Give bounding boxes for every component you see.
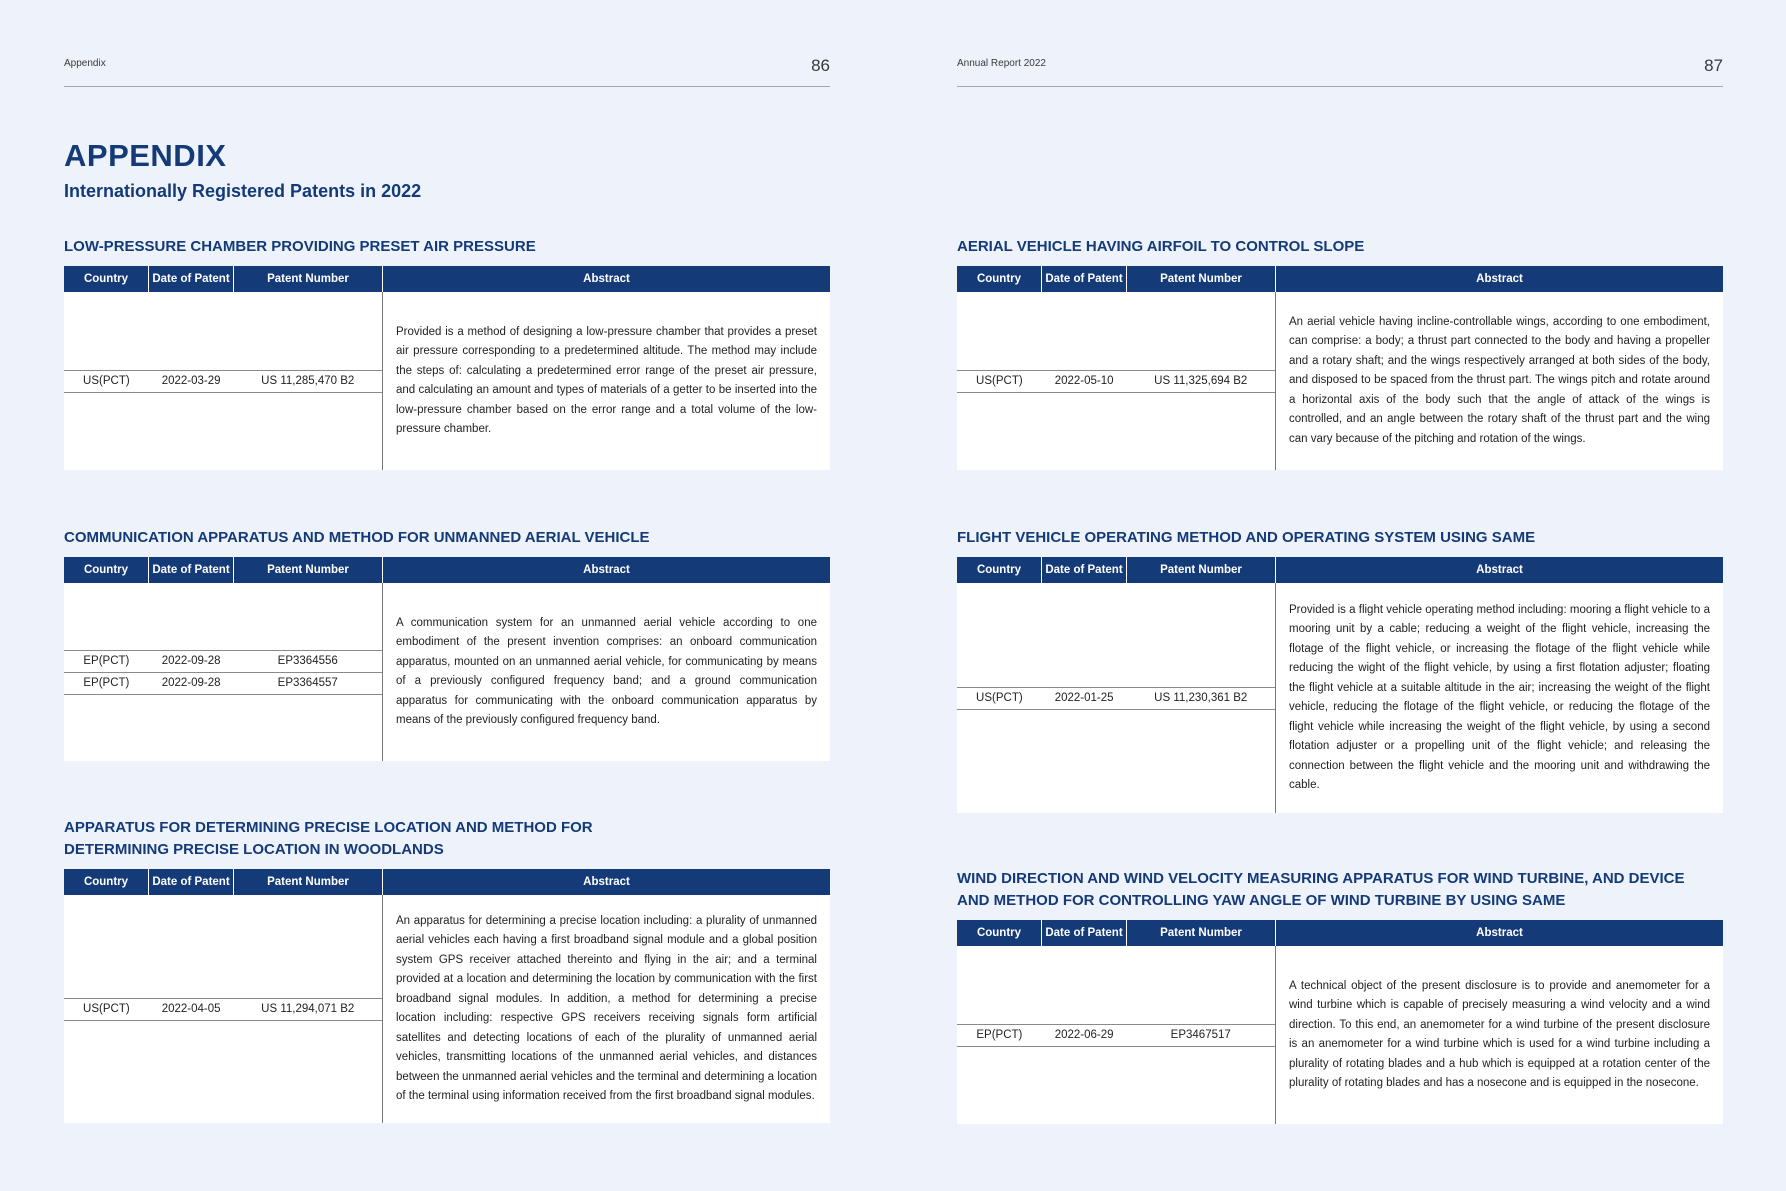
date-cell: 2022-03-29 (161, 375, 221, 387)
number-cell: US 11,230,361 B2 (1154, 692, 1248, 704)
patent-title: COMMUNICATION APPARATUS AND METHOD FOR UNMANNED AERIAL VEHICLE (64, 529, 650, 546)
page-number: 87 (1704, 56, 1723, 75)
col-abstract: Abstract (1476, 273, 1523, 285)
patent-section (957, 527, 1723, 813)
abstract-cell: An apparatus for determining a precise location including: a plurality of unmanned aerial vehicles each having a first broadband signal module and a global position system GPS receiver attached thereinto and flying in the air; and a terminal provided at a location and determining the location by communication with the first broadband signal modules. In addition, a method for determining a precise location including: respective GPS receivers receiving signals form artificial satellites and detecting locations of each of the plurality of unmanned aerial vehicles, transmitting locations of the unmanned aerial vehicles, and distances between the unmanned aerial vehicles and the terminal and determining a location of the terminal using information received from the first broadband signal modules. (396, 914, 817, 1102)
number-cell: EP3364556 (277, 655, 338, 667)
col-date: Date of Patent (149, 557, 234, 583)
abstract-cell: A technical object of the present disclosure is to provide and anemometer for a wind turbine which is capable of precisely measuring a wind velocity and a wind direction. To this end, an anemometer for a wind turbine of the present disclosure is an anemometer for a wind turbine which is used for a wind turbine including a plurality of rotating blades and a hub which is equipped at a rotation center of the plurality of rotating blades and has a nosecone and is equipped in the nosecone. (1289, 979, 1710, 1089)
patent-section (64, 817, 830, 1123)
col-country: Country (64, 869, 149, 895)
number-cell: EP3467517 (1170, 1029, 1231, 1041)
patent-table (957, 266, 1723, 470)
table-header (957, 557, 1723, 583)
patent-table (957, 557, 1723, 813)
page-number: 86 (811, 56, 830, 75)
col-abstract: Abstract (1476, 564, 1523, 576)
col-date: Date of Patent (1042, 920, 1127, 946)
patent-section (957, 236, 1723, 470)
abstract-cell: A communication system for an unmanned aerial vehicle according to one embodiment of the present invention comprises: an onboard communication apparatus, mounted on an unmanned aerial vehicle, for communicating by means of a previously configured frequency band; and a ground communication apparatus for communicating with the onboard communication apparatus by means of the previously configured frequency band. (396, 616, 817, 726)
date-cell: 2022-01-25 (1054, 692, 1114, 704)
patent-title: WIND DIRECTION AND WIND VELOCITY MEASURING APPARATUS FOR WIND TURBINE, AND DEVICE AND METHOD FOR CONTROLLING YAW ANGLE OF WIND TURBINE BY USING SAME (957, 870, 1685, 909)
table-row (957, 687, 1275, 710)
patent-table (64, 266, 830, 470)
table-row (64, 650, 382, 672)
abstract-cell: Provided is a flight vehicle operating method including: mooring a flight vehicle to a mooring unit by a cable; reducing a weight of the flight vehicle, increasing the flotage of the flight vehicle, or increasing the flotage of the flight vehicle while reducing the wight of the flight vehicle, by using a first flotation adjuster; floating the flight vehicle at a suitable altitude in the air; increasing the weight of the flight vehicle, reducing the flotage of the flight vehicle, or reducing the flotage of the flight vehicle while increasing the weight of the flight vehicle, by using a second flotation adjuster or a propelling unit of the flight vehicle; and releasing the connection between the flight vehicle and the mooring unit and withdrawing the cable. (1289, 603, 1710, 791)
date-cell: 2022-06-29 (1054, 1029, 1114, 1041)
col-abstract: Abstract (1476, 927, 1523, 939)
page-subtitle: Internationally Registered Patents in 2022 (64, 181, 422, 201)
patent-table (64, 557, 830, 761)
col-number: Patent Number (1127, 557, 1276, 583)
table-header (957, 266, 1723, 292)
col-number: Patent Number (1127, 920, 1276, 946)
country-cell: US(PCT) (83, 375, 130, 387)
country-cell: EP(PCT) (976, 1029, 1023, 1041)
number-cell: EP3364557 (277, 677, 338, 689)
header-label: Appendix (64, 58, 106, 69)
col-country: Country (64, 266, 149, 292)
left-page (64, 0, 830, 1191)
abstract-cell: Provided is a method of designing a low-pressure chamber that provides a preset air pressure corresponding to a predetermined altitude. The method may include the steps of: calculating a predetermined error range of the preset air pressure, and calculating an amount and types of materials of a getter to be inserted into the low-pressure chamber based on the error range and a total volume of the low-pressure chamber. (396, 325, 817, 435)
right-page (957, 0, 1723, 1191)
table-header (64, 557, 830, 583)
patent-section (64, 236, 830, 470)
patent-section (64, 527, 830, 761)
col-date: Date of Patent (149, 266, 234, 292)
col-country: Country (957, 557, 1042, 583)
page-header-right (957, 52, 1723, 87)
country-cell: EP(PCT) (83, 677, 130, 689)
country-cell: EP(PCT) (83, 655, 130, 667)
col-country: Country (957, 920, 1042, 946)
col-country: Country (957, 266, 1042, 292)
col-abstract: Abstract (583, 273, 630, 285)
col-number: Patent Number (234, 266, 383, 292)
abstract-cell: An aerial vehicle having incline-controllable wings, according to one embodiment, can comprise: a body; a thrust part connected to the body and having a propeller and a rotary shaft; and the wings respectively arranged at both sides of the body, and disposed to be spaced from the thrust part. The wings pitch and rotate around a horizontal axis of the body such that the angle of attack of the wings is controlled, and an angle between the rotary shaft of the thrust part and the wing can vary because of the pitching and rotation of the wings. (1289, 315, 1710, 445)
patent-title: AERIAL VEHICLE HAVING AIRFOIL TO CONTROL SLOPE (957, 238, 1365, 255)
patent-title: FLIGHT VEHICLE OPERATING METHOD AND OPERATING SYSTEM USING SAME (957, 529, 1536, 546)
page-header-left (64, 52, 830, 87)
country-cell: US(PCT) (83, 1003, 130, 1015)
table-row (957, 1024, 1275, 1047)
date-cell: 2022-04-05 (161, 1003, 221, 1015)
number-cell: US 11,285,470 B2 (261, 375, 355, 387)
col-abstract: Abstract (583, 564, 630, 576)
patent-section (957, 868, 1723, 1124)
country-cell: US(PCT) (976, 692, 1023, 704)
table-row (957, 370, 1275, 393)
date-cell: 2022-09-28 (161, 677, 221, 689)
table-row (64, 370, 382, 393)
col-number: Patent Number (234, 557, 383, 583)
patent-title: LOW-PRESSURE CHAMBER PROVIDING PRESET AIR PRESSURE (64, 238, 536, 255)
col-date: Date of Patent (1042, 557, 1127, 583)
col-date: Date of Patent (149, 869, 234, 895)
number-cell: US 11,294,071 B2 (261, 1003, 355, 1015)
table-row (64, 672, 382, 695)
table-row (64, 998, 382, 1021)
date-cell: 2022-05-10 (1054, 375, 1114, 387)
date-cell: 2022-09-28 (161, 655, 221, 667)
table-header (957, 920, 1723, 946)
number-cell: US 11,325,694 B2 (1154, 375, 1248, 387)
table-header (64, 266, 830, 292)
col-country: Country (64, 557, 149, 583)
patent-table (957, 920, 1723, 1124)
col-number: Patent Number (1127, 266, 1276, 292)
col-number: Patent Number (234, 869, 383, 895)
table-header (64, 869, 830, 895)
patent-title: APPARATUS FOR DETERMINING PRECISE LOCATION AND METHOD FOR DETERMINING PRECISE LOCATION IN WOODLANDS (64, 819, 593, 858)
col-date: Date of Patent (1042, 266, 1127, 292)
header-label: Annual Report 2022 (957, 58, 1046, 69)
col-abstract: Abstract (583, 876, 630, 888)
country-cell: US(PCT) (976, 375, 1023, 387)
patent-table (64, 869, 830, 1123)
page-title: APPENDIX (64, 138, 227, 173)
